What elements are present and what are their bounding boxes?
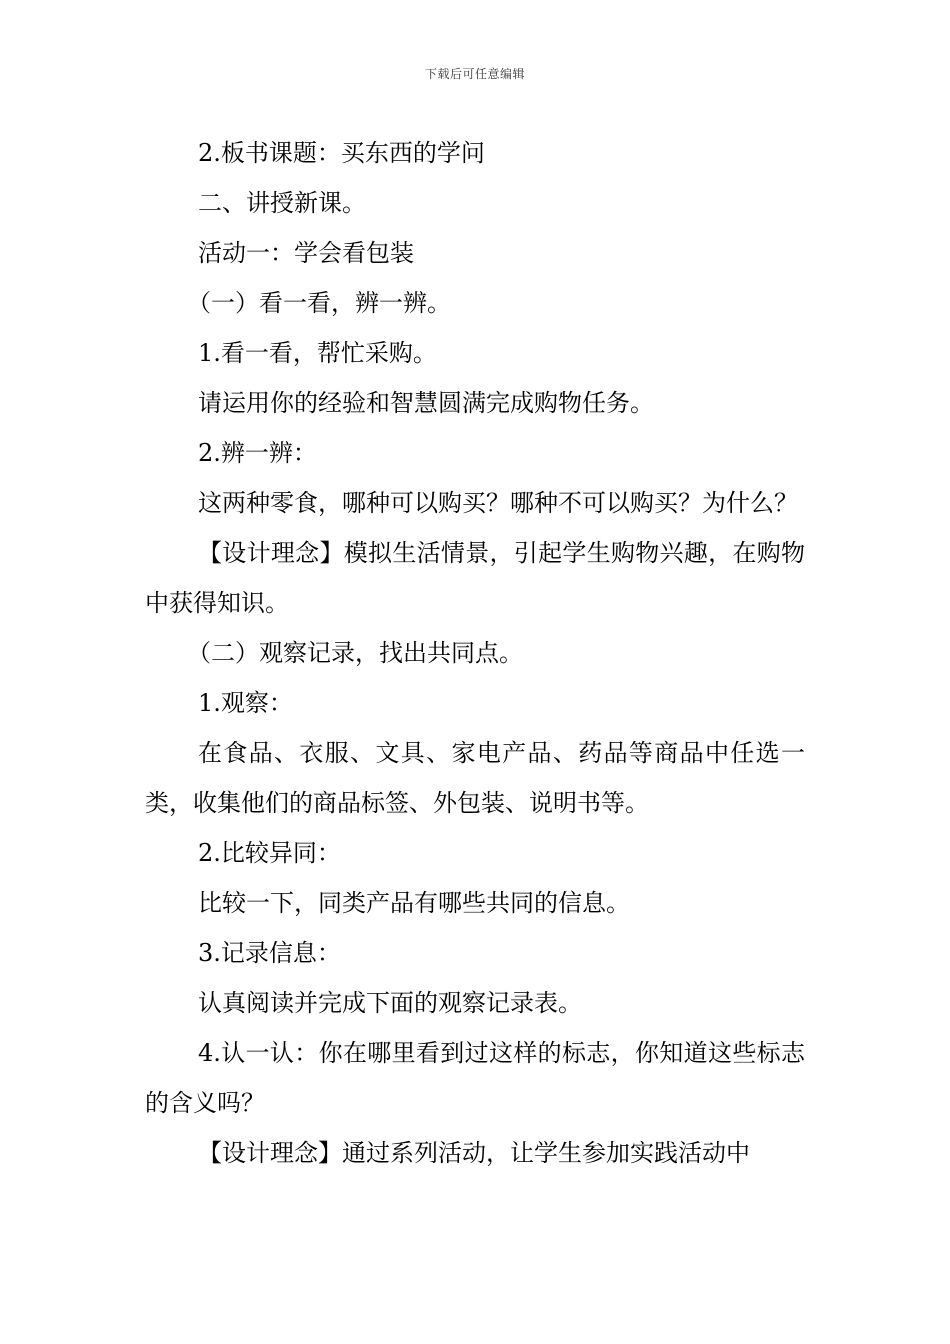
paragraph-section-heading: 二、讲授新课。	[198, 189, 366, 217]
paragraph-subsection-one: （一）看一看，辨一辨。	[187, 289, 451, 317]
document-body	[145, 128, 805, 1178]
paragraph-step-distinguish: 2.辨一辨：	[198, 439, 317, 467]
paragraph-compare-task: 比较一下，同类产品有哪些共同的信息。	[198, 889, 630, 917]
paragraph-record-task: 认真阅读并完成下面的观察记录表。	[198, 989, 582, 1017]
paragraph-design-concept-2: 【设计理念】通过系列活动，让学生参加实践活动中	[198, 1139, 750, 1167]
paragraph-subsection-two: （二）观察记录，找出共同点。	[187, 639, 523, 667]
paragraph-step-recognize: 4.认一认：你在哪里看到过这样的标志，你知道这些标志的含义吗？	[145, 1039, 805, 1117]
paragraph-activity-one: 活动一：学会看包装	[198, 239, 414, 267]
paragraph-observe-task: 在食品、衣服、文具、家电产品、药品等商品中任选一类，收集他们的商品标签、外包装、说明书等。	[145, 739, 805, 817]
paragraph-snack-question: 这两种零食，哪种可以购买？哪种不可以购买？为什么？	[198, 489, 798, 517]
paragraph-step-observe: 1.观察：	[198, 689, 293, 717]
paragraph-step-look: 1.看一看，帮忙采购。	[198, 339, 437, 367]
page-header: 下载后可任意编辑	[424, 67, 525, 81]
paragraph-lesson-title: 2.板书课题：买东西的学问	[198, 139, 485, 167]
paragraph-shopping-task: 请运用你的经验和智慧圆满完成购物任务。	[198, 389, 654, 417]
paragraph-step-compare: 2.比较异同：	[198, 839, 341, 867]
paragraph-design-concept-1: 【设计理念】模拟生活情景，引起学生购物兴趣，在购物中获得知识。	[145, 539, 805, 617]
paragraph-step-record: 3.记录信息：	[198, 939, 341, 967]
